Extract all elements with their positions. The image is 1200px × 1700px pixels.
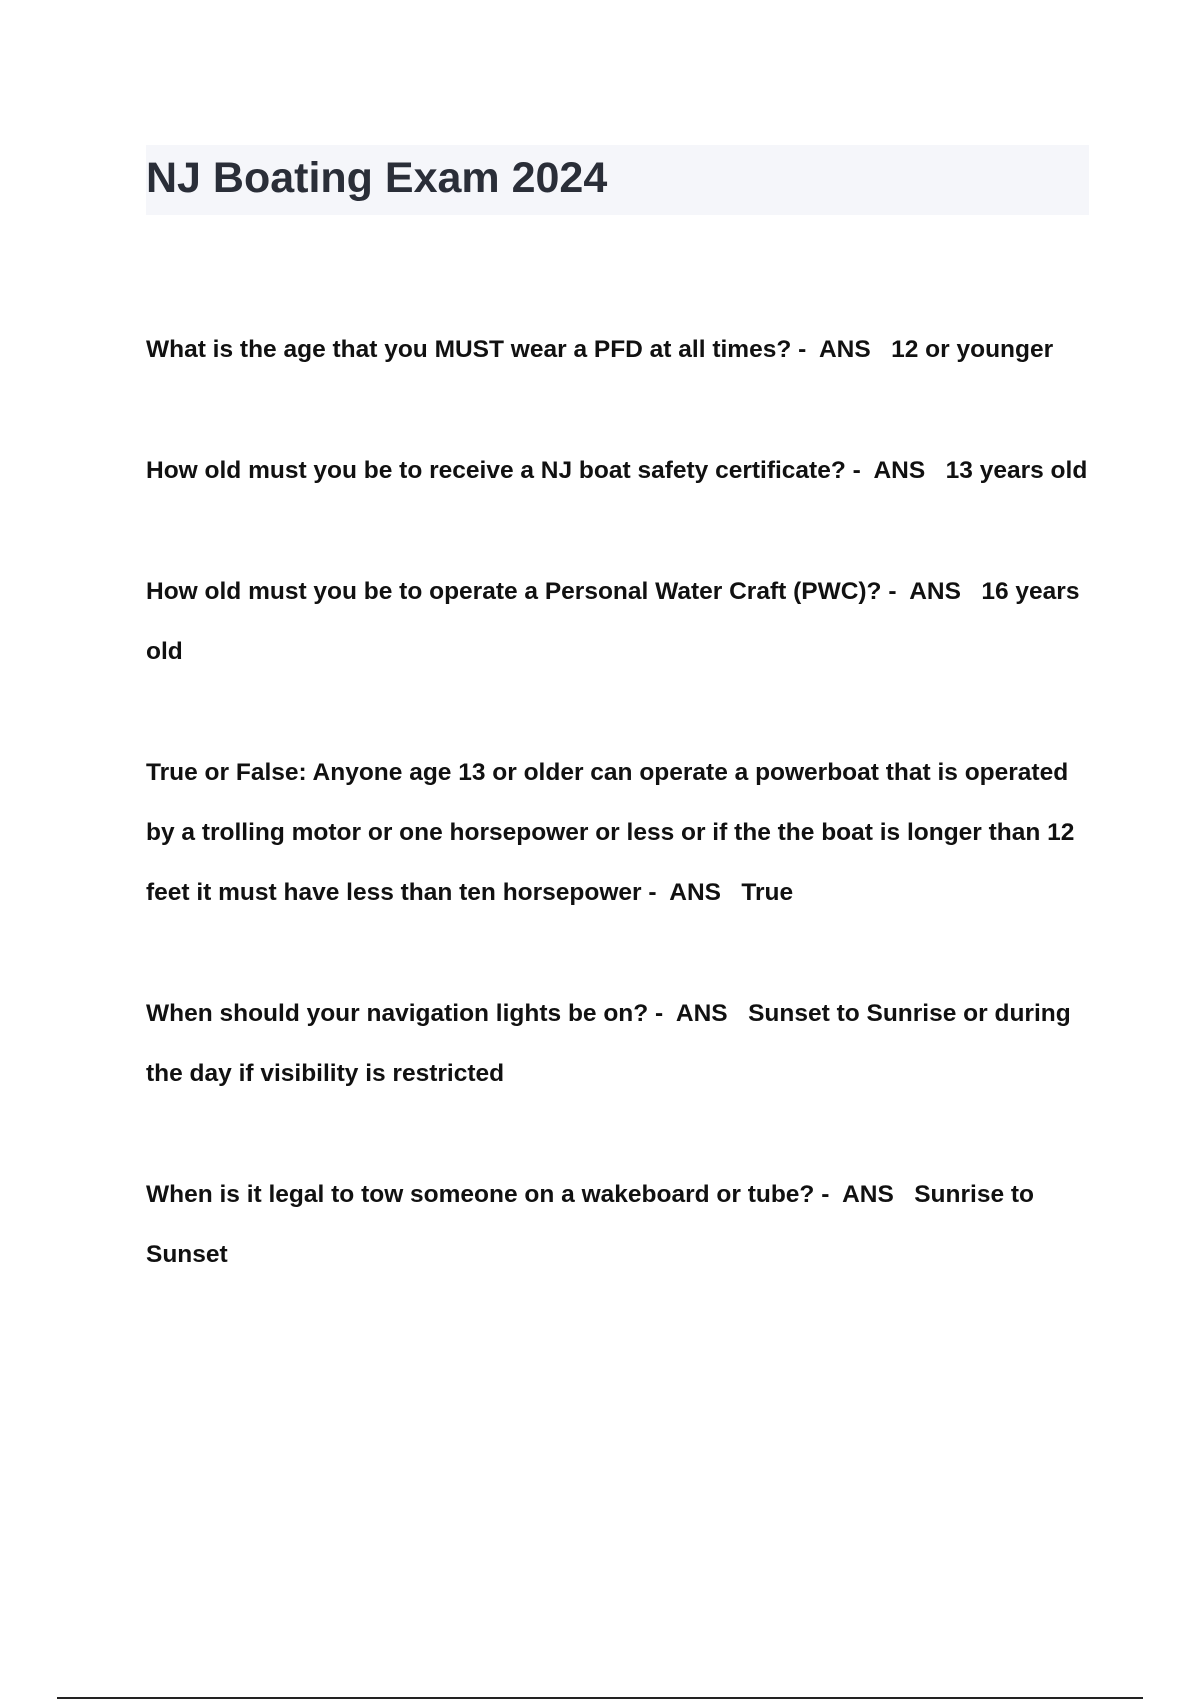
separator: - xyxy=(845,457,874,484)
ans-label: ANS xyxy=(669,879,721,906)
qa-item-1 xyxy=(146,320,1089,380)
question-text: How old must you be to receive a NJ boat safety certificate? xyxy=(146,457,846,484)
ans-label: ANS xyxy=(842,1181,894,1208)
title-band xyxy=(146,145,1089,215)
separator: - xyxy=(641,879,670,906)
qa-item-4 xyxy=(146,743,1089,923)
footer-divider xyxy=(57,1697,1143,1699)
question-text: True or False: Anyone age 13 or older can operate a powerboat that is operated by a trolling motor or one horsepower or less or if the the boat is longer than 12 feet it must have less than ten horsepower xyxy=(146,759,1075,906)
answer-text: Sunrise to Sunset xyxy=(146,1181,1035,1268)
answer-text: 12 or younger xyxy=(891,336,1054,363)
qa-item-3 xyxy=(146,562,1089,682)
question-text: When should your navigation lights be on? xyxy=(146,1000,649,1027)
answer-text: Sunset to Sunrise or during the day if visibility is restricted xyxy=(146,1000,1071,1087)
qa-item-2 xyxy=(146,441,1089,501)
separator: - xyxy=(648,1000,676,1027)
page-title: NJ Boating Exam 2024 xyxy=(146,154,608,202)
question-text: How old must you be to operate a Personal Water Craft (PWC)? xyxy=(146,578,882,605)
answer-text: 16 years old xyxy=(146,578,1080,665)
ans-label: ANS xyxy=(873,457,926,484)
ans-label: ANS xyxy=(818,336,871,363)
qa-list xyxy=(146,320,1089,1285)
question-text: When is it legal to tow someone on a wakeboard or tube? xyxy=(146,1181,815,1208)
question-text: What is the age that you MUST wear a PFD at all times? xyxy=(146,336,792,363)
ans-label: ANS xyxy=(675,1000,728,1027)
qa-item-5 xyxy=(146,984,1089,1104)
separator: - xyxy=(814,1181,843,1208)
separator: - xyxy=(881,578,910,605)
ans-label: ANS xyxy=(909,578,961,605)
answer-text: True xyxy=(741,879,794,906)
separator: - xyxy=(791,336,819,363)
answer-text: 13 years old xyxy=(945,457,1088,484)
qa-item-6 xyxy=(146,1165,1089,1285)
